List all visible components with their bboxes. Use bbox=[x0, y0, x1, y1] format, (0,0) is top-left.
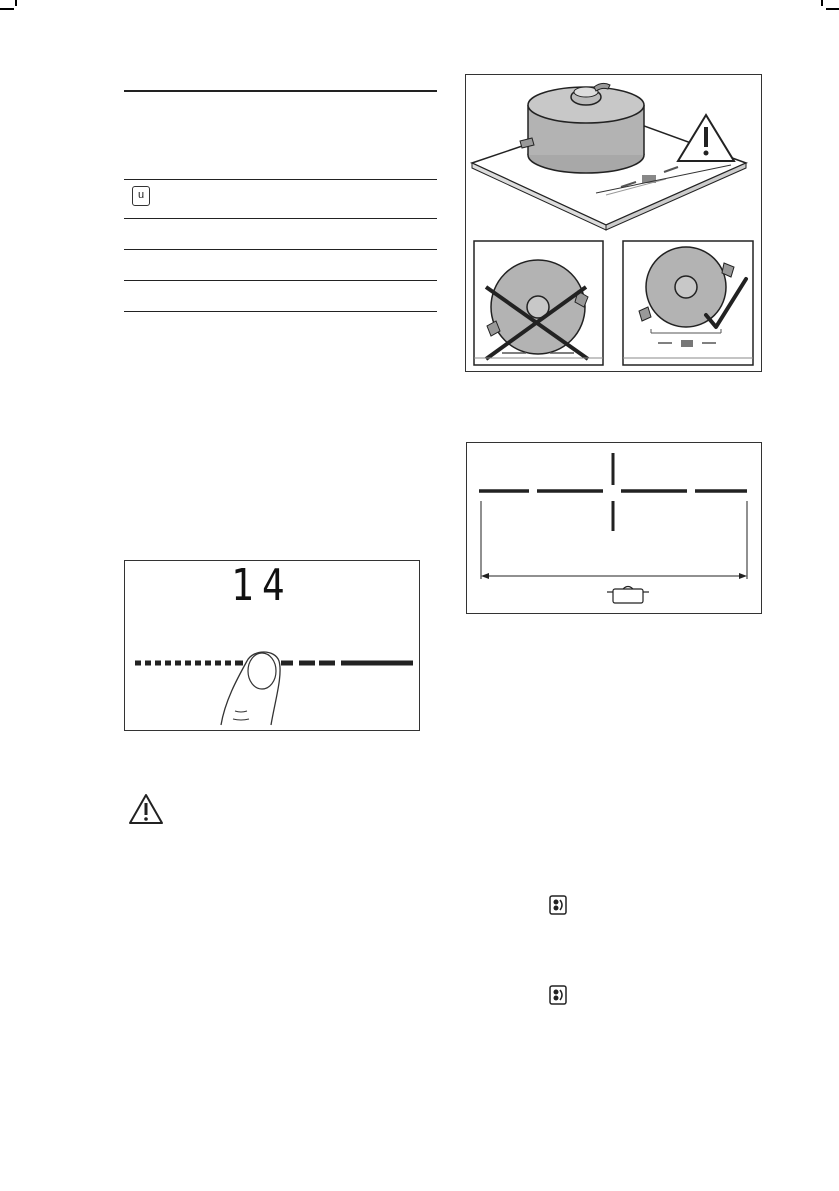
warning-triangle-icon bbox=[127, 792, 165, 826]
cookware-placement-drawing bbox=[466, 75, 761, 371]
timer-u-icon: u bbox=[132, 186, 150, 206]
table-rule bbox=[124, 280, 437, 281]
control-display-illustration bbox=[124, 560, 420, 731]
cookware-placement-illustration bbox=[465, 74, 762, 372]
cooking-zone-width-diagram bbox=[466, 442, 762, 614]
crop-mark-top-right bbox=[821, 0, 823, 6]
power-level-value: 14 bbox=[231, 564, 293, 608]
crop-mark-left bbox=[0, 8, 14, 10]
table-rule bbox=[124, 218, 437, 219]
table-rule bbox=[124, 249, 437, 250]
crop-mark-right bbox=[826, 8, 839, 10]
crop-mark-top-left bbox=[15, 0, 17, 6]
slider-drawing bbox=[125, 561, 419, 730]
zone-width-drawing bbox=[467, 443, 761, 613]
table-rule-bottom bbox=[124, 311, 437, 312]
table-rule bbox=[124, 179, 437, 180]
pot-boost-icon bbox=[549, 985, 567, 1005]
table-rule-top bbox=[124, 90, 437, 92]
pot-boost-icon bbox=[549, 895, 567, 915]
